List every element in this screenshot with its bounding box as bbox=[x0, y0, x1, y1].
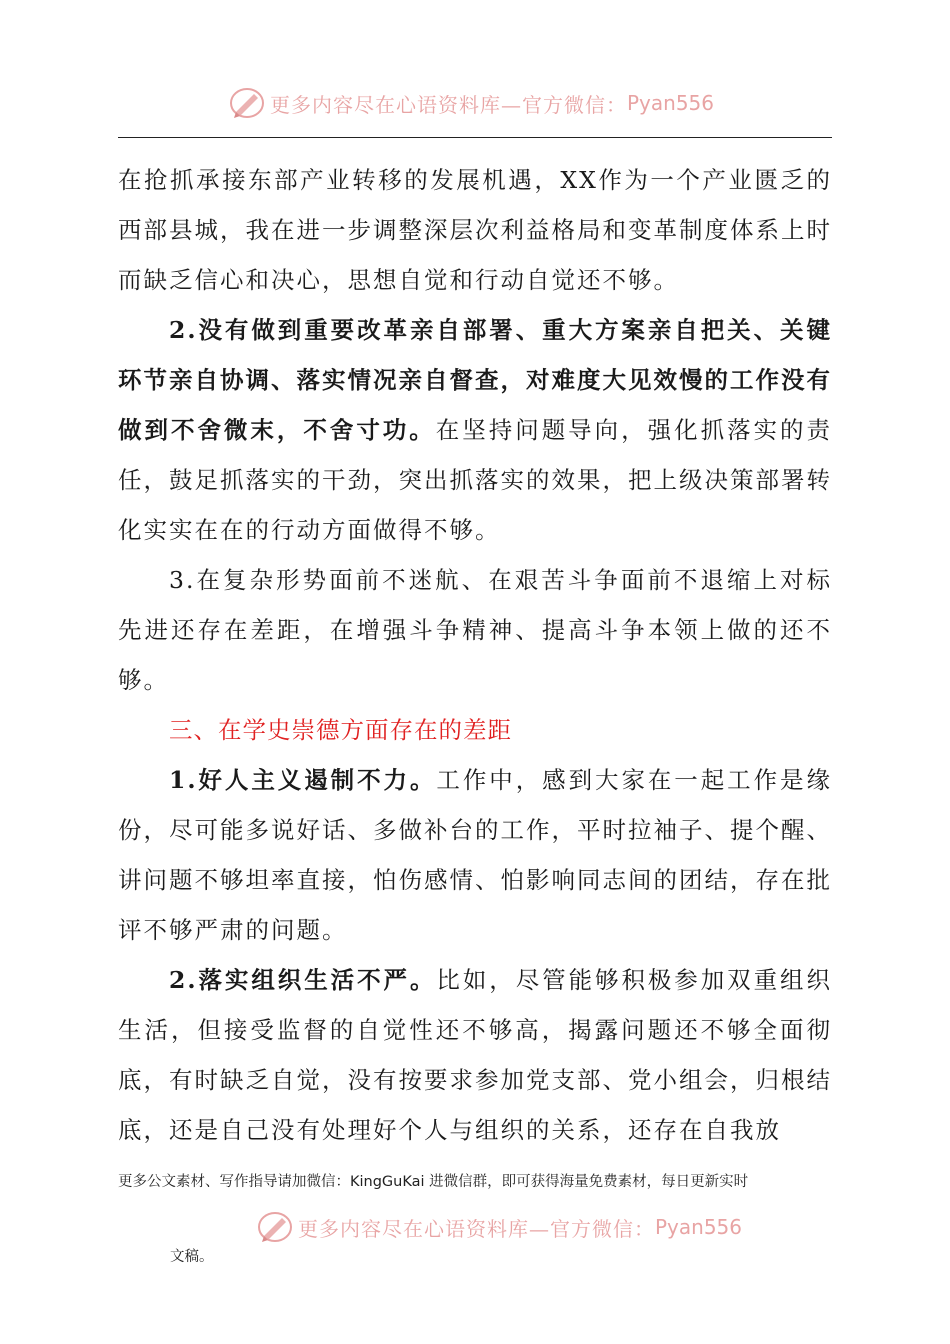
watermark-text: 更多内容尽在心语资料库—官方微信： bbox=[298, 1216, 655, 1241]
watermark-wechat-id: Pyan556 bbox=[627, 91, 715, 115]
header-rule bbox=[118, 137, 832, 138]
pen-logo-icon bbox=[228, 86, 266, 120]
section-title: 三、在学史崇德方面存在的差距 bbox=[169, 716, 512, 744]
document-body bbox=[118, 155, 832, 1155]
footer-note: 更多公文素材、写作指导请加微信：KingGuKai 进微信群，即可获得海量免费素材，每日更新实时 bbox=[118, 1174, 749, 1190]
section-paragraph-2 bbox=[118, 955, 832, 1155]
section-paragraph-1-body: 工作中，感到大家在一起工作是缘份，尽可能多说好话、多做补台的工作，平时拉袖子、提个醒、讲问题不够坦率直接，怕伤感情、怕影响同志间的团结，存在批评不够严肃的问题。 bbox=[118, 766, 832, 944]
section-paragraph-2-heading: 2.落实组织生活不严。 bbox=[169, 966, 437, 994]
watermark-bottom bbox=[256, 1210, 742, 1244]
section-paragraph-1-heading: 1.好人主义遏制不力。 bbox=[169, 766, 437, 794]
watermark-top bbox=[228, 86, 714, 120]
paragraph-2-body: 在坚持问题导向，强化抓落实的责任，鼓足抓落实的干劲，突出抓落实的效果，把上级决策部署转化实实在在的行动方面做得不够。 bbox=[118, 416, 833, 544]
section-paragraph-2-body: 比如，尽管能够积极参加双重组织生活，但接受监督的自觉性还不够高，揭露问题还不够全面彻底，有时缺乏自觉，没有按要求参加党支部、党小组会，归根结底，还是自己没有处理好个人与组织的关系，还存在自我放 bbox=[118, 966, 832, 1144]
paragraph-1: 在抢抓承接东部产业转移的发展机遇，XX作为一个产业匮乏的西部县城，我在进一步调整深层次利益格局和变革制度体系上时而缺乏信心和决心，思想自觉和行动自觉还不够。 bbox=[118, 166, 832, 294]
section-paragraph-1 bbox=[118, 755, 832, 955]
watermark-text: 更多内容尽在心语资料库—官方微信： bbox=[270, 92, 627, 117]
pen-logo-icon bbox=[256, 1210, 294, 1244]
paragraph-2-heading: 2.没有做到重要改革亲自部署、重大方案亲自把关、关键环节亲自协调、落实情况亲自督查，对难度大见效慢的工作没有做到不舍微末，不舍寸功。 bbox=[118, 316, 832, 444]
watermark-wechat-id: Pyan556 bbox=[655, 1215, 743, 1239]
paragraph-3: 3.在复杂形势面前不迷航、在艰苦斗争面前不退缩上对标先进还存在差距，在增强斗争精神、提高斗争本领上做的还不够。 bbox=[118, 566, 832, 694]
paragraph-2 bbox=[118, 305, 832, 555]
footer-tail: 文稿。 bbox=[170, 1249, 214, 1265]
